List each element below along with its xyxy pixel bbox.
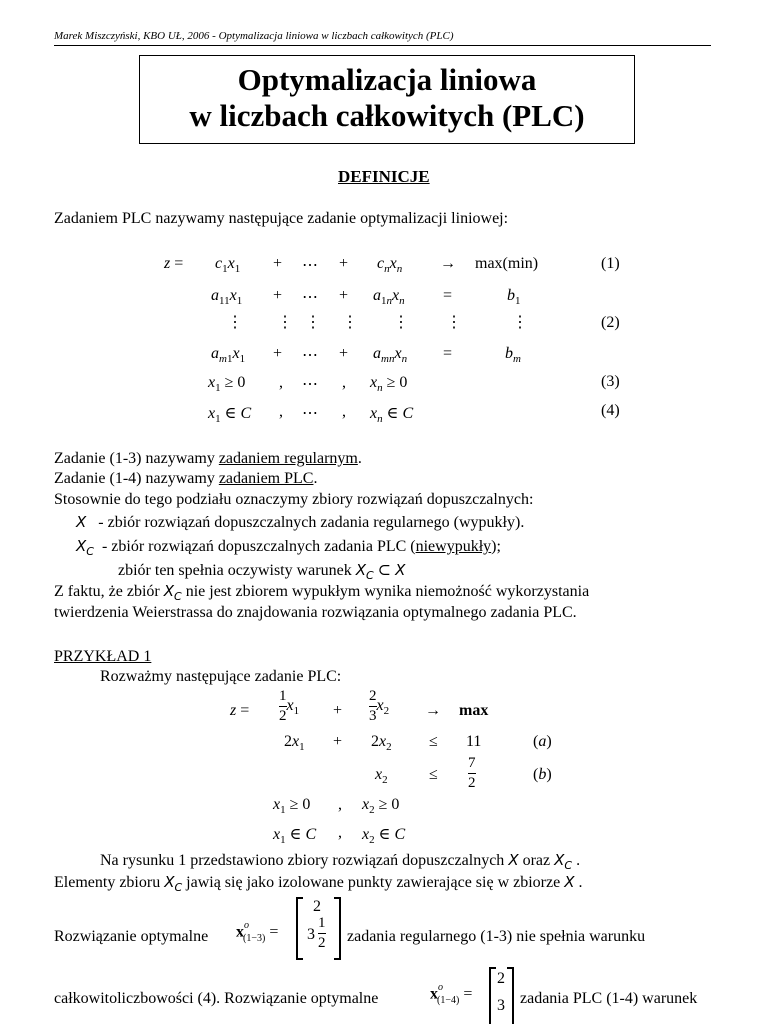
plc-task-term: zadaniem PLC <box>218 470 314 487</box>
fact-line-2: twierdzenia Weierstrassa do znajdowania rozwiązania optymalnego zadania PLC. <box>54 604 577 621</box>
running-header: Marek Miszczyński, KBO UŁ, 2006 - Optymalizacja liniowa w liczbach całkowitych (PLC) <box>54 30 454 42</box>
set-x-line: X - zbiór rozwiązań dopuszczalnych zadania regularnego (wypukły). <box>76 513 525 531</box>
optimal-plc-suffix: zadania PLC (1-4) warunek <box>520 990 698 1007</box>
set-xc-note: zbiór ten spełnia oczywisty warunek $X_C$ ⊂ X <box>118 561 406 583</box>
optimal-regular-symbol: $x^o_{(1-3)}$ = <box>236 920 279 944</box>
optimal-regular-prefix: Rozwiązanie optymalne <box>54 928 209 945</box>
title-line-2: w liczbach całkowitych (PLC) <box>189 98 585 133</box>
max-label: max <box>459 702 489 719</box>
eq-label-1: (1) <box>601 255 620 272</box>
title-line-1: Optymalizacja liniowa <box>237 62 537 97</box>
optimal-plc-symbol: $x^o_{(1-4)}$ = <box>430 982 473 1006</box>
eq-label-2: (2) <box>601 314 620 331</box>
title-box <box>139 55 635 144</box>
eq-label-3: (3) <box>601 373 620 390</box>
optimal-plc-prefix: całkowitoliczbowości (4). Rozwiązanie optymalne <box>54 990 379 1007</box>
regular-task-term: zadaniem regularnym <box>218 450 358 467</box>
header-rule <box>54 45 711 46</box>
plc-task-line: Zadanie (1-4) nazywamy zadaniem PLC. <box>54 470 318 487</box>
set-xc-line: $X_C$ - zbiór rozwiązań dopuszczalnych zadania PLC (niewypukły); <box>76 537 501 559</box>
fact-line-1: Z faktu, że zbiór $X_C$ nie jest zbiorem wypukłym wynika niemożność wykorzystania <box>54 582 590 604</box>
optimal-regular-suffix: zadania regularnego (1-3) nie spełnia warunku <box>347 928 646 945</box>
rhs-a: 11 <box>466 733 482 750</box>
example-heading: PRZYKŁAD 1 <box>54 648 152 665</box>
eq-label-4: (4) <box>601 402 620 419</box>
figure-ref-line: Na rysunku 1 przedstawiono zbiory rozwiązań dopuszczalnych X oraz $X_C$ . <box>100 851 581 873</box>
definitions-intro: Zadaniem PLC nazywamy następujące zadanie optymalizacji liniowej: <box>54 210 509 227</box>
split-line: Stosownie do tego podziału oznaczymy zbiory rozwiązań dopuszczalnych: <box>54 491 534 508</box>
example-intro: Rozważmy następujące zadanie PLC: <box>100 668 342 685</box>
elements-line: Elementy zbioru $X_C$ jawią się jako izolowane punkty zawierające się w zbiorze X . <box>54 873 583 895</box>
definitions-heading: DEFINICJE <box>338 167 430 186</box>
regular-task-line: Zadanie (1-3) nazywamy zadaniem regularnym. <box>54 450 362 467</box>
